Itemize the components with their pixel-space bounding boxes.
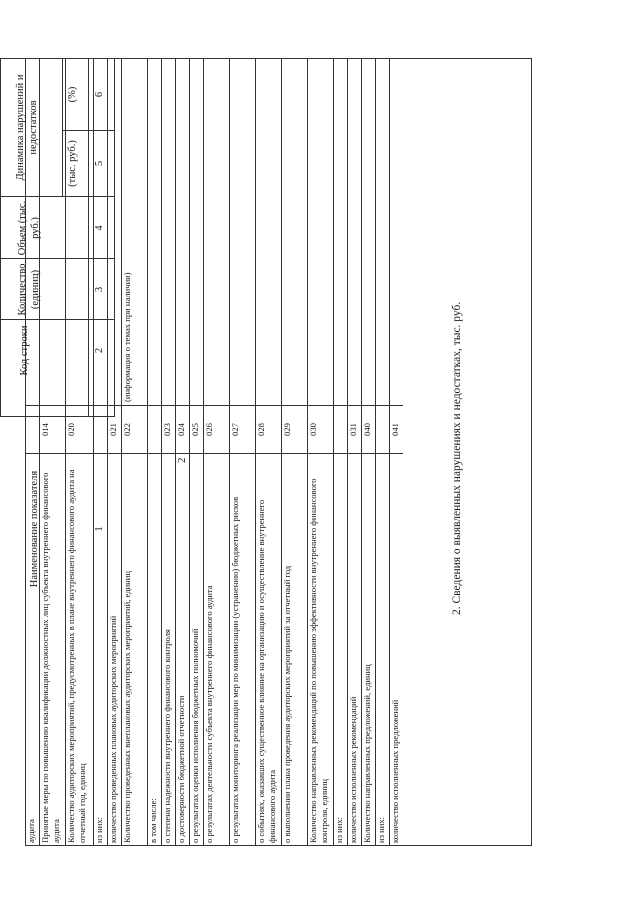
row-code: 040 (361, 405, 375, 454)
row-code: 021 (107, 405, 121, 454)
header-dynamics: Динамика нарушений и недостатков (15, 74, 40, 181)
table-row (361, 58, 376, 846)
row-code: 028 (255, 405, 281, 454)
row-code: 029 (281, 405, 307, 454)
column-number-2: 2 (94, 347, 105, 354)
row-code: 025 (189, 405, 203, 454)
row-code: 022 (121, 405, 147, 454)
table-row (375, 58, 390, 846)
table-border (114, 58, 115, 417)
row-name: о результатах деятельности субъекта внутреннего финансового аудита (204, 585, 214, 843)
header-count: Количество (единиц) (17, 263, 42, 316)
row-code: 031 (347, 405, 361, 454)
row-code: 030 (307, 405, 333, 454)
row-code: 024 (175, 405, 189, 454)
row-code: 023 (161, 405, 175, 454)
table-border (62, 58, 63, 197)
row-value (161, 58, 175, 405)
row-value (361, 58, 375, 405)
table-row (281, 58, 308, 846)
header-name: Наименование показателя (29, 470, 40, 588)
row-value (307, 58, 333, 405)
row-name: о результатах мониторинга реализации мер по минимизации (устранению) бюджетных рисков (230, 496, 240, 843)
header-dynamics-pct: (%) (67, 86, 78, 103)
row-name: Количество направленных рекомендаций по повышению эффективности внутреннего финансового контроля, единиц (308, 478, 330, 843)
row-code: 014 (39, 405, 65, 454)
table-row (307, 58, 334, 846)
row-name: количество исполненных рекомендаций (348, 696, 358, 843)
row-value (229, 58, 255, 405)
table-row (189, 58, 204, 846)
row-name: Количество направленных предложений, единиц (362, 664, 372, 843)
table-row (347, 58, 362, 846)
row-name: о степени надежности внутреннего финансового контроля (162, 629, 172, 843)
table-row (161, 58, 176, 846)
row-value (389, 58, 403, 405)
row-name: о выполнении плана проведения аудиторских мероприятий за отчетный год (282, 565, 292, 843)
row-code (333, 405, 347, 454)
header-dynamics-rub: (тыс. руб.) (67, 140, 78, 187)
row-code: 020 (65, 405, 93, 454)
table-row (229, 58, 256, 846)
table-row (147, 58, 162, 846)
table-row (175, 58, 190, 846)
table-row (255, 58, 282, 846)
row-code: 027 (229, 405, 255, 454)
table-border (0, 58, 1, 417)
row-value (175, 58, 189, 405)
section-2-title: 2. Сведения о выявленных нарушениях и недостатках, тыс. руб. (451, 301, 463, 615)
row-code (375, 405, 389, 454)
row-name: о событиях, оказавших существенное влияние на организацию и осуществление внутреннего финансового аудита (256, 499, 278, 843)
row-name: количество исполненных предложений (390, 699, 400, 843)
column-number-6: 6 (94, 91, 105, 98)
column-number-5: 5 (94, 160, 105, 167)
row-value (189, 58, 203, 405)
row-code: 041 (389, 405, 403, 454)
row-value: (информация о темах при наличии) (122, 272, 132, 402)
row-name: Принятые меры по повышению квалификации должностных лиц субъекта внутреннего финансового аудита (40, 472, 62, 843)
row-name: о достоверности бюджетной отчетности (176, 695, 186, 843)
row-name: из них: (94, 816, 104, 843)
row-name: о результатах оценки исполнения бюджетных полномочий (190, 628, 200, 843)
row-value (281, 58, 307, 405)
table-row (121, 58, 148, 846)
row-name: из них: (334, 816, 344, 843)
column-number-1: 1 (94, 526, 105, 532)
row-name: количество проведенных плановых аудиторских мероприятий (108, 615, 118, 843)
row-code: 026 (203, 405, 229, 454)
row-name: Количество проведенных внеплановых аудиторских мероприятий, единиц (122, 571, 132, 843)
table-row (389, 58, 403, 846)
table-row (203, 58, 230, 846)
table-row (333, 58, 348, 846)
row-value (255, 58, 281, 405)
row-value (333, 58, 347, 405)
row-value (347, 58, 361, 405)
column-number-3: 3 (94, 286, 105, 293)
row-name: в том числе: (148, 798, 158, 843)
row-code (147, 405, 161, 454)
row-value (203, 58, 229, 405)
header-code: Код строки (19, 325, 30, 376)
row-name: аудита (26, 819, 36, 843)
row-value (147, 58, 161, 405)
column-number-4: 4 (94, 225, 105, 231)
header-volume: Объем (тыс. руб.) (17, 200, 42, 256)
row-value (375, 58, 389, 405)
row-name: из них: (376, 816, 386, 843)
row-name: Количество аудиторских мероприятий, предусмотренных в плане внутреннего финансового аудита на отчетный год, единиц (66, 469, 88, 843)
page-number: 2 (176, 457, 188, 463)
table-border (88, 58, 89, 417)
